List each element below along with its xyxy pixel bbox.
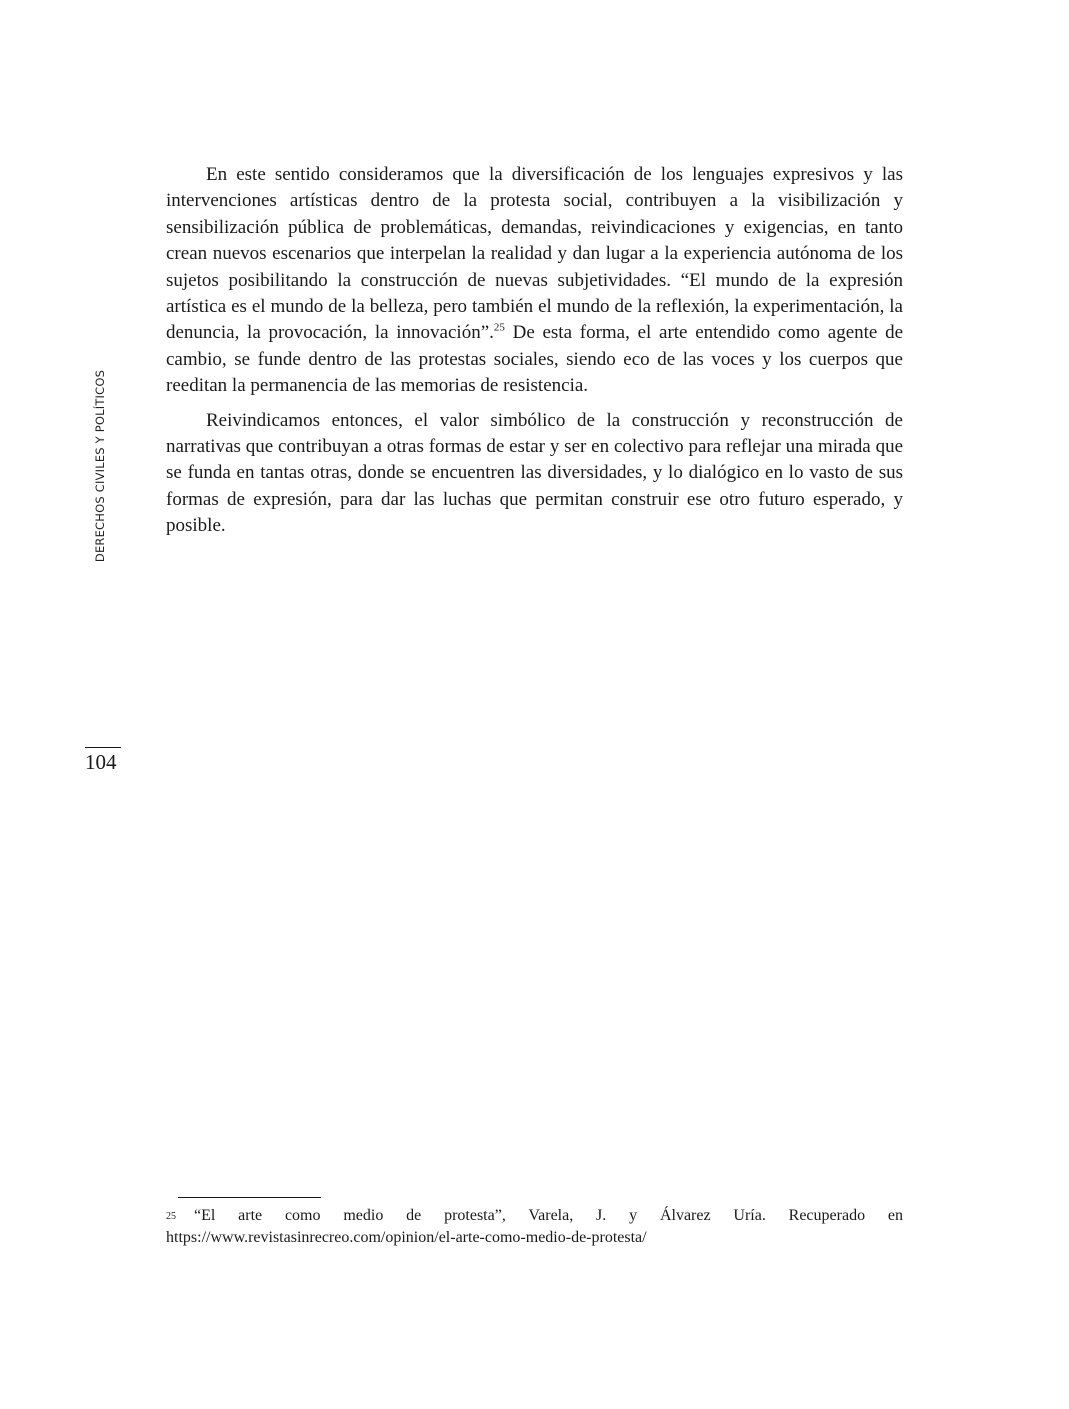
- body-text: [166, 162, 903, 548]
- footnote-text: “El arte como medio de protesta”, Varela, J. y Álvarez Uría. Recuperado en https://www.revistasinrecreo.com/opinion/el-arte-como-medio-de-protesta/: [166, 1207, 903, 1246]
- page-number-rule: [85, 747, 121, 748]
- footnote-reference: 25: [493, 322, 505, 335]
- paragraph-1-text: En este sentido consideramos que la diversificación de los lenguajes expresivos y las intervenciones artísticas dentro de la protesta social, contribuyen a la visibilización y sensibilización pública de problemáticas, demandas, reivindicaciones y exigencias, en tanto crean nuevos escenarios que interpelan la realidad y dan lugar a la experiencia autónoma de los sujetos posibilitando la construcción de nuevas subjetividades. “El mundo de la expresión artística es el mundo de la belleza, pero también el mundo de la reflexión, la experimentación, la denuncia, la provocación, la innovación”.: [166, 164, 903, 344]
- paragraph-1: [166, 162, 903, 400]
- footnote-number: 25: [166, 1211, 176, 1222]
- running-head: DERECHOS CIVILES Y POLÍTICOS: [93, 369, 107, 563]
- paragraph-1-text-continued: De esta forma, el arte entendido como agente de cambio, se funde dentro de las protestas sociales, siendo eco de las voces y los cuerpos que reeditan la permanencia de las memorias de resistencia.: [166, 322, 903, 397]
- page-number: 104: [85, 750, 117, 774]
- paragraph-2: Reivindicamos entonces, el valor simbólico de la construcción y reconstrucción de narrativas que contribuyan a otras formas de estar y ser en colectivo para reflejar una mirada que se funda en tantas otras, donde se encuentren las diversidades, y lo dialógico en lo vasto de sus formas de expresión, para dar las luchas que permitan construir ese otro futuro esperado, y posible.: [166, 409, 903, 537]
- footnote-separator: [178, 1197, 321, 1198]
- footnote: [166, 1205, 903, 1249]
